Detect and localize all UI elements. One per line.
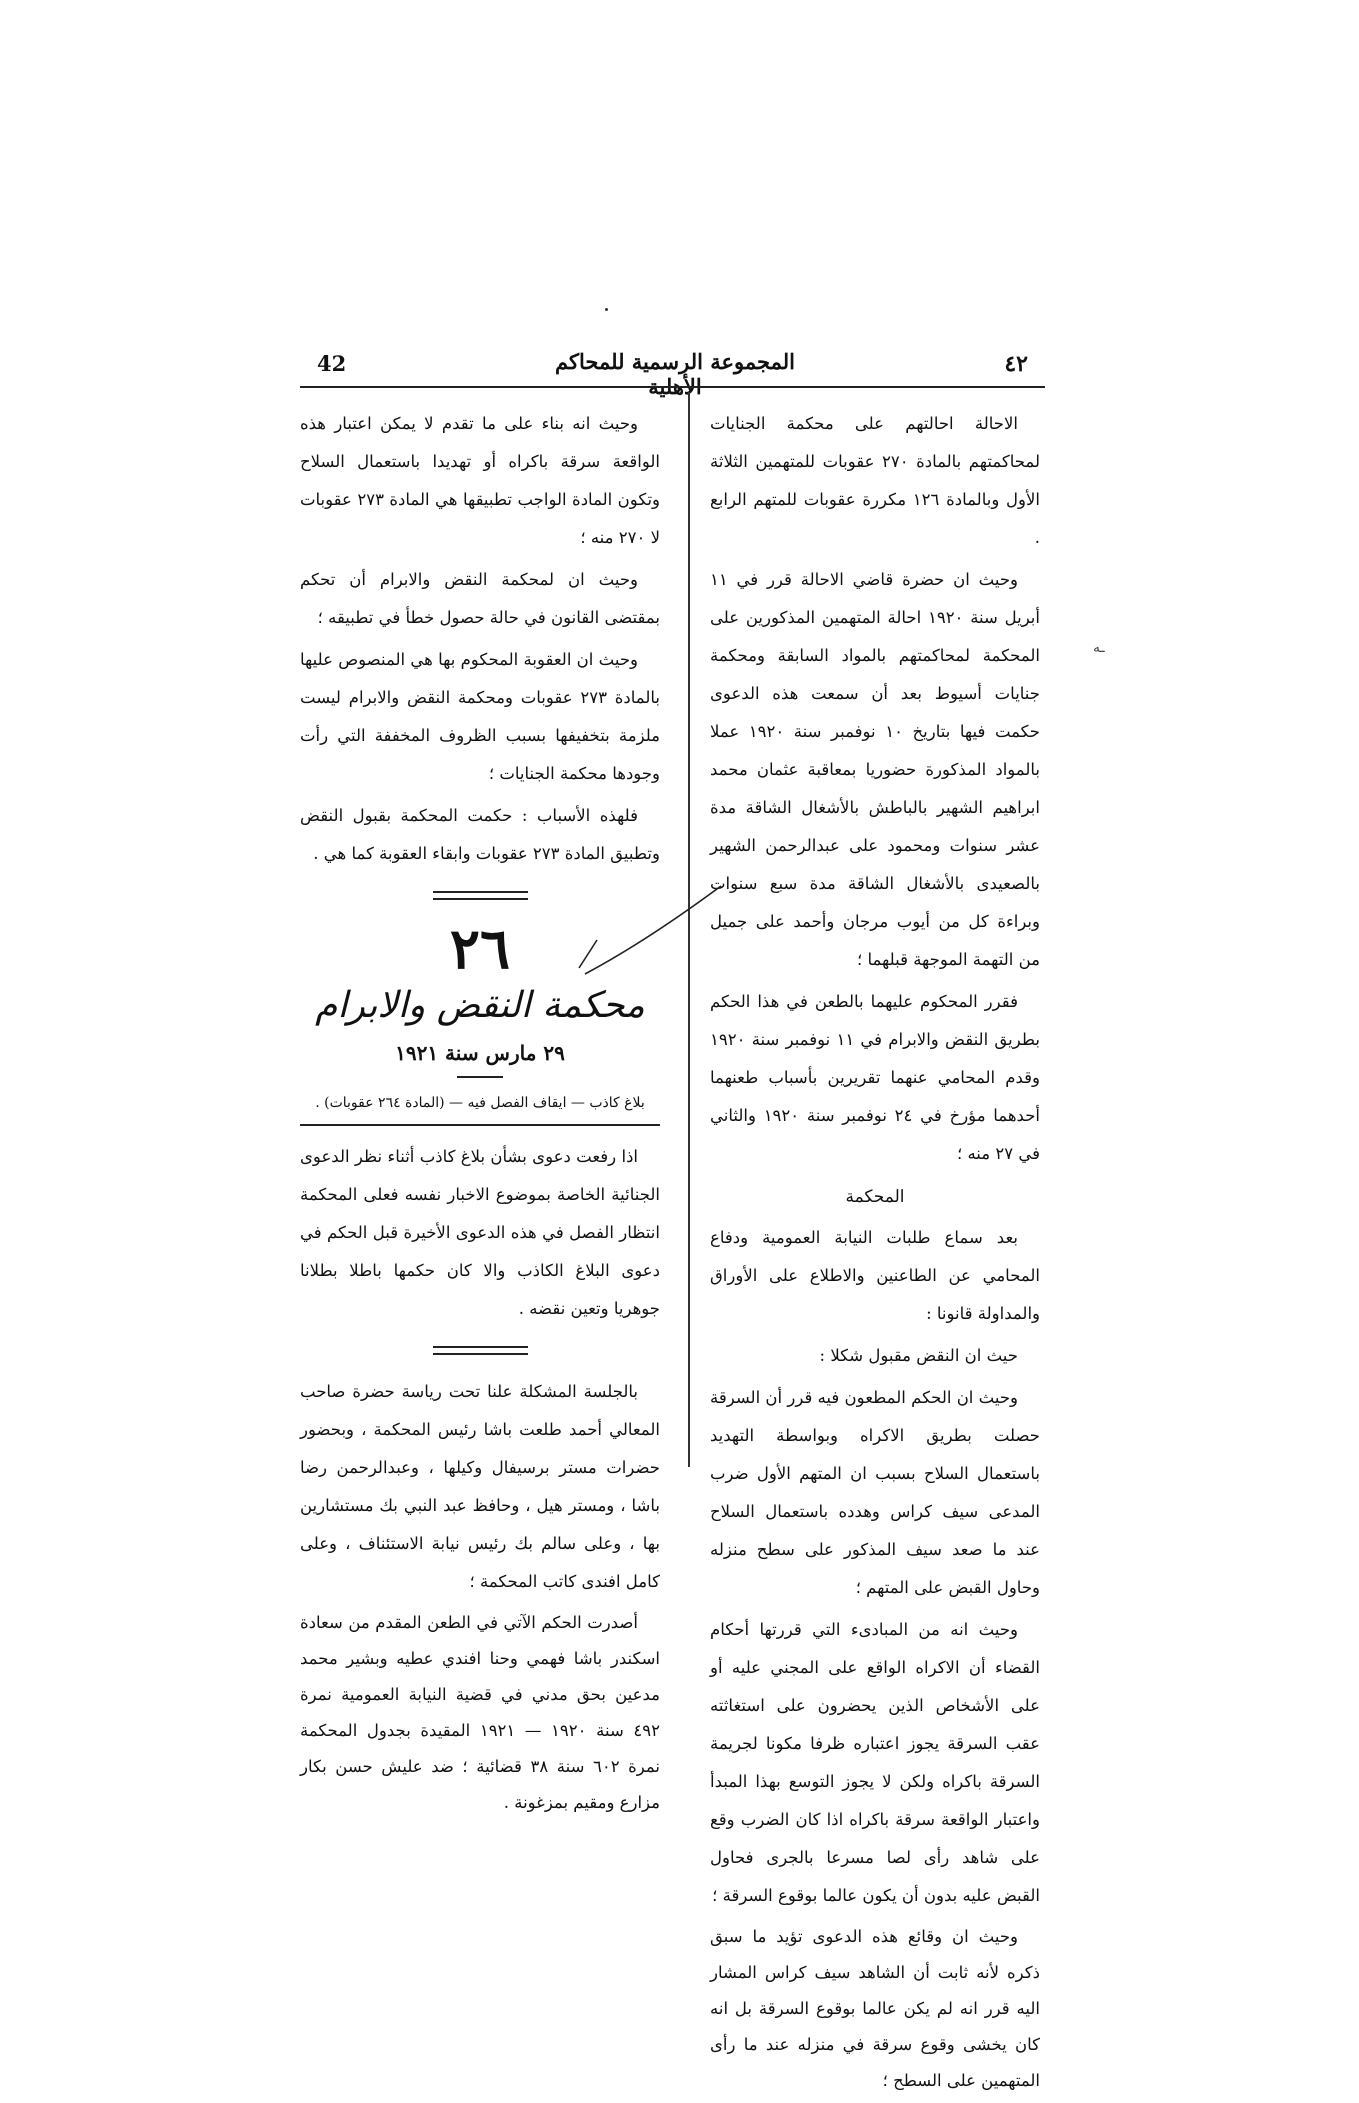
margin-mark: ـه [1093,640,1105,656]
page-number-latin: 42 [317,351,347,376]
court-heading: المحكمة [845,1187,905,1207]
case-date: ٢٩ مارس سنة ١٩٢١ [395,1041,565,1065]
section-separator [433,1346,528,1355]
case-number: ٢٦ [449,916,511,982]
page-number-arabic: ٤٢ [1004,351,1028,377]
summary-rule [300,1124,660,1126]
header-rule [300,386,1045,388]
paragraph: أصدرت الحكم الآتي في الطعن المقدم من سعادة اسكندر باشا فهمي وحنا افندي عطيه وبشير محمد مدعين بحق مدني في قضية النيابة العمومية نمرة ٤٩٢ سنة ١٩٢٠ — ١٩٢١ المقيدة بجدول المحكمة نمرة ٦٠٢ سنة ٣٨ قضائية ؛ ضد عليش حسن بكار مزارع ومقيم بمزغونة . [300,1613,661,1812]
pen-stroke [575,880,725,980]
paragraph: وحيث ان الحكم المطعون فيه قرر أن السرقة حصلت بطريق الاكراه وبواسطة التهديد باستعمال السلاح بسبب ان المتهم الأول ضرب المدعى سيف كراس وهدده باستعمال السلاح عند ما صعد سيف المذكور على سطح منزله وحاول القبض على المتهم ؛ [710,1388,1040,1597]
paragraph: وحيث ان العقوبة المحكوم بها هي المنصوص عليها بالمادة ٢٧٣ عقوبات ومحكمة النقض والابرام ليست ملزمة بتخفيفها بسبب الظروف المخففة التي رأت وجودها محكمة الجنايات ؛ [300,650,660,783]
paragraph: بعد سماع طلبات النيابة العمومية ودفاع المحامي عن الطاعنين والاطلاع على الأوراق والمداولة قانونا : [710,1228,1040,1323]
date-underline [457,1076,503,1078]
paragraph: الاحالة احالتهم على محكمة الجنايات لمحاكمتهم بالمادة ٢٧٠ عقوبات للمتهمين الثلاثة الأول وبالمادة ١٢٦ مكررة عقوبات للمتهم الرابع . [710,414,1040,547]
court-title: محكمة النقض والابرام [315,985,645,1026]
paragraph: وحيث انه بناء على ما تقدم لا يمكن اعتبار هذه الواقعة سرقة باكراه أو تهديدا باستعمال السلاح وتكون المادة الواجب تطبيقها هي المادة ٢٧٣ عقوبات لا ٢٧٠ منه ؛ [300,414,661,547]
right-column [710,405,1040,2103]
ink-dot [605,308,608,311]
left-column [300,405,660,1825]
paragraph: وحيث ان حضرة قاضي الاحالة قرر في ١١ أبريل سنة ١٩٢٠ احالة المتهمين المذكورين على المحكمة لمحاكمتهم بالمواد السابقة ومحكمة جنايات أسيوط بعد أن سمعت هذه الدعوى حكمت فيها بتاريخ ١٠ نوفمبر سنة ١٩٢٠ عملا بالمواد المذكورة حضوريا بمعاقبة عثمان محمد ابراهيم الشهير بالباطش بالأشغال الشاقة مدة عشر سنوات ومحمود على عبدالرحمن الشهير بالصعيدى بالأشغال الشاقة مدة سبع سنوات وبراءة كل من أيوب مرجان وأحمد على جميل من التهمة الموجهة قبلهما ؛ [710,570,1040,969]
paragraph: حيث ان النقض مقبول شكلا : [819,1346,1018,1365]
running-title: المجموعة الرسمية للمحاكم الأهلية [555,349,795,399]
paragraph: فقرر المحكوم عليهما بالطعن في هذا الحكم بطريق النقض والابرام في ١١ نوفمبر سنة ١٩٢٠ وقدم المحامي عنهما تقريرين بأسباب طعنهما أحدهما مؤرخ في ٢٤ نوفمبر سنة ١٩٢٠ والثاني في ٢٧ منه ؛ [710,992,1040,1163]
page-header [305,345,1040,399]
paragraph: وحيث ان وقائع هذه الدعوى تؤيد ما سبق ذكره لأنه ثابت أن الشاهد سيف كراس المشار اليه قرر انه لم يكن عالما بوقوع السرقة بل انه كان يخشى وقوع سرقة في منزله عند ما رأى المتهمين على السطح ؛ [710,1927,1040,2090]
paragraph: بالجلسة المشكلة علنا تحت رياسة حضرة صاحب المعالي أحمد طلعت باشا رئيس المحكمة ، وبحضور حضرات مستر برسيفال وكيلها ، وعبدالرحمن رضا باشا ، ومستر هيل ، وحافظ عبد النبي بك مستشارين بها ، وعلى سالم بك رئيس نيابة الاستئناف ، وعلى كامل افندى كاتب المحكمة ؛ [300,1382,660,1591]
case-summary: اذا رفعت دعوى بشأن بلاغ كاذب أثناء نظر الدعوى الجنائية الخاصة بموضوع الاخبار نفسه فعلى المحكمة انتظار الفصل في هذه الدعوى الأخيرة قبل الحكم في دعوى البلاغ الكاذب والا كان حكمها باطلا بطلانا جوهريا وتعين نقضه . [300,1147,660,1318]
paragraph: وحيث انه من المبادىء التي قررتها أحكام القضاء أن الاكراه الواقع على المجني عليه أو على الأشخاص الذين يحضرون على استغاثته عقب السرقة يجوز اعتباره ظرفا مكونا لجريمة السرقة باكراه ولكن لا يجوز التوسع بهذا المبدأ واعتبار الواقعة سرقة باكراه اذا كان الضرب وقع على شاهد رأى لصا مسرعا بالجرى فحاول القبض عليه بدون أن يكون عالما بوقوع السرقة ؛ [710,1620,1040,1905]
paragraph: وحيث ان لمحكمة النقض والابرام أن تحكم بمقتضى القانون في حالة حصول خطأ في تطبيقه ؛ [300,570,660,627]
paragraph: فلهذه الأسباب : حكمت المحكمة بقبول النقض وتطبيق المادة ٢٧٣ عقوبات وابقاء العقوبة كما هي . [300,806,660,863]
case-subject: بلاغ كاذب — ايقاف الفصل فيه — (المادة ٢٦٤ عقوبات) . [315,1095,645,1111]
section-separator [433,891,528,900]
